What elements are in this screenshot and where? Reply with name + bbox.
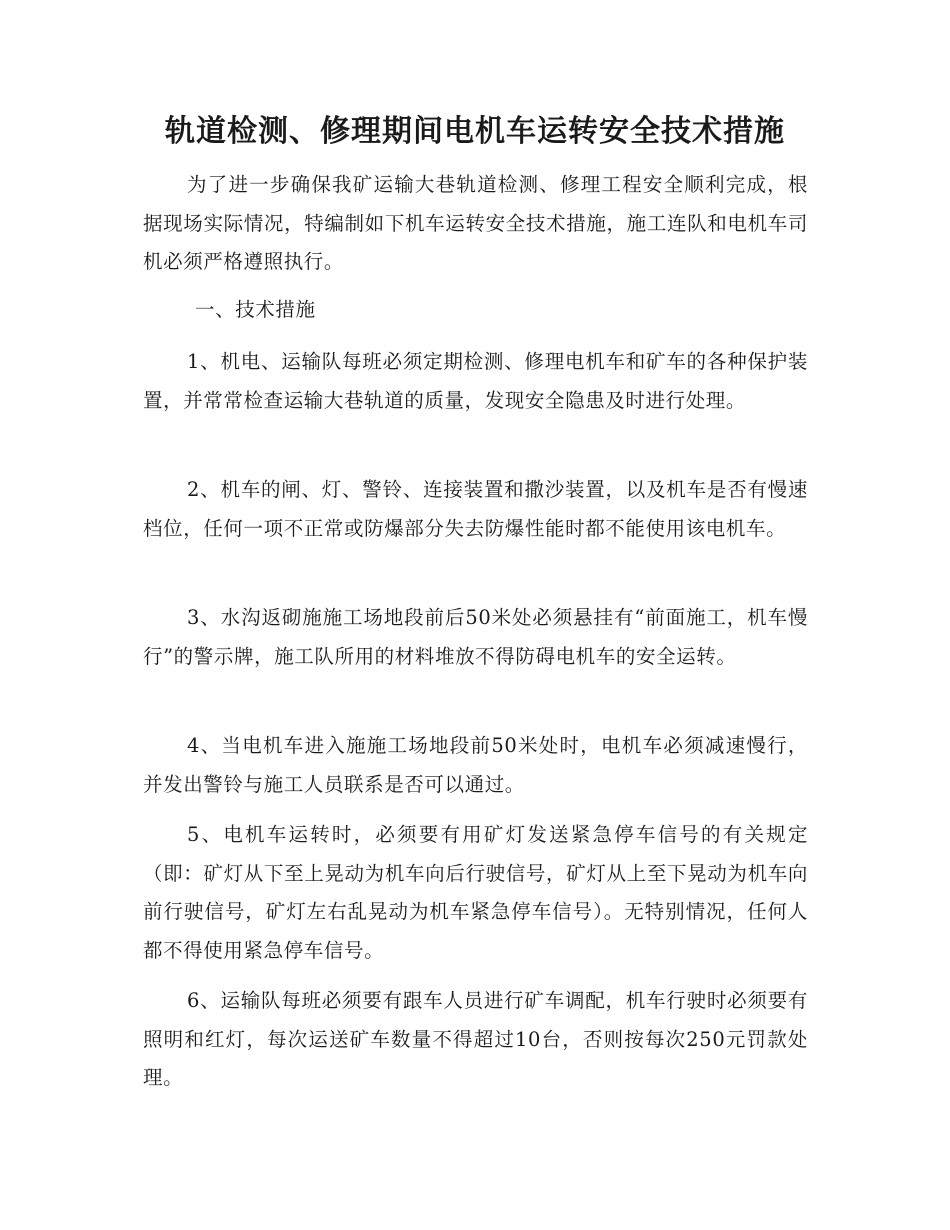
measure-item-4: 4、当电机车进入施施工场地段前50米处时，电机车必须减速慢行，并发出警铃与施工人员联系是否可以通过。 (143, 734, 808, 796)
measure-item-2: 2、机车的闸、灯、警铃、连接装置和撒沙装置，以及机车是否有慢速档位，任何一项不正常或防爆部分失去防爆性能时都不能使用该电机车。 (143, 478, 808, 540)
section-heading: 一、技术措施 (195, 298, 316, 321)
intro-paragraph: 为了进一步确保我矿运输大巷轨道检测、修理工程安全顺利完成，根据现场实际情况，特编制如下机车运转安全技术措施，施工连队和电机车司机必须严格遵照执行。 (143, 173, 808, 273)
measure-item-1: 1、机电、运输队每班必须定期检测、修理电机车和矿车的各种保护装置，并常常检查运输大巷轨道的质量，发现安全隐患及时进行处理。 (143, 350, 808, 412)
document-title: 轨道检测、修理期间电机车运转安全技术措施 (165, 114, 785, 149)
measure-item-3: 3、水沟返砌施施工场地段前后50米处必须悬挂有“前面施工，机车慢行”的警示牌，施工队所用的材料堆放不得防碍电机车的安全运转。 (143, 606, 808, 668)
measure-item-6: 6、运输队每班必须要有跟车人员进行矿车调配，机车行驶时必须要有照明和红灯，每次运送矿车数量不得超过10台，否则按每次250元罚款处理。 (143, 989, 808, 1089)
measure-item-5: 5、电机车运转时，必须要有用矿灯发送紧急停车信号的有关规定（即：矿灯从下至上晃动为机车向后行驶信号，矿灯从上至下晃动为机车向前行驶信号，矿灯左右乱晃动为机车紧急停车信号）。无特别情况，任何人都不得使用紧急停车信号。 (143, 823, 808, 962)
